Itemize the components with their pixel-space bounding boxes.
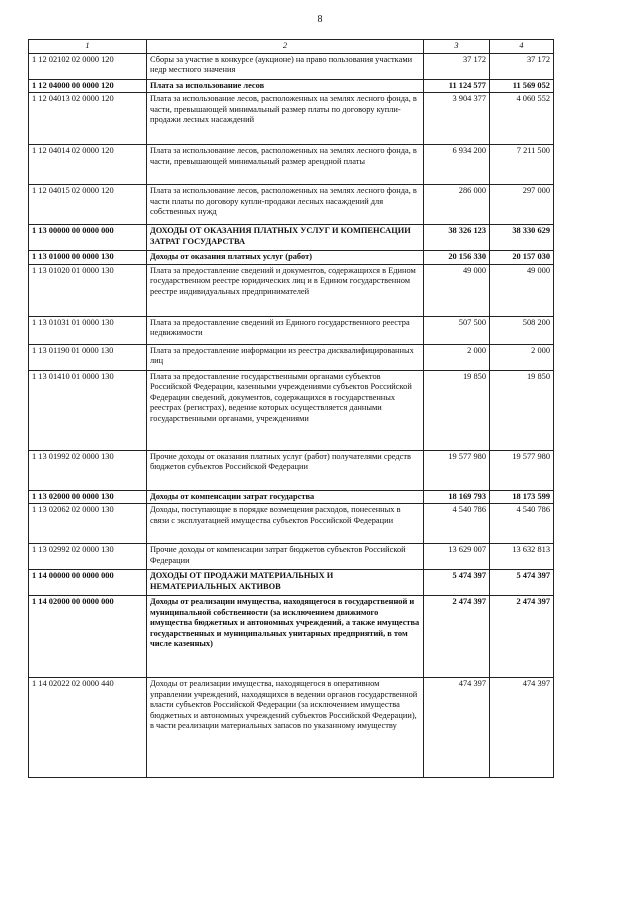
amount-col4-cell: 19 850 [490,370,554,450]
amount-col4-cell: 19 577 980 [490,450,554,490]
amount-col3-cell: 3 904 377 [424,93,490,145]
table-row [29,53,554,79]
amount-col3-cell: 19 850 [424,370,490,450]
budget-code-cell: 1 12 02102 02 0000 120 [29,53,147,79]
revenue-name-cell: Плата за предоставление сведений и документов, содержащихся в Едином государственном реестре юридических лиц и в Едином государственном реестре индивидуальных предпринимателей [147,264,424,316]
amount-col4-cell: 297 000 [490,185,554,225]
column-header-3: 3 [424,40,490,54]
revenue-name-cell: Прочие доходы от компенсации затрат бюджетов субъектов Российской Федерации [147,544,424,570]
budget-code-cell: 1 12 04014 02 0000 120 [29,145,147,185]
budget-code-cell: 1 13 00000 00 0000 000 [29,225,147,251]
budget-code-cell: 1 14 02022 02 0000 440 [29,678,147,778]
budget-code-cell: 1 13 01020 01 0000 130 [29,264,147,316]
budget-code-cell: 1 14 02000 00 0000 000 [29,596,147,678]
table-row [29,596,554,678]
table-row [29,79,554,93]
amount-col3-cell: 38 326 123 [424,225,490,251]
table-row [29,490,554,504]
budget-code-cell: 1 13 02062 02 0000 130 [29,504,147,544]
amount-col4-cell: 2 000 [490,344,554,370]
budget-code-cell: 1 13 01410 01 0000 130 [29,370,147,450]
budget-code-cell: 1 12 04013 02 0000 120 [29,93,147,145]
amount-col4-cell: 474 397 [490,678,554,778]
budget-code-cell: 1 13 01190 01 0000 130 [29,344,147,370]
column-header-2: 2 [147,40,424,54]
table-row [29,678,554,778]
amount-col3-cell: 20 156 330 [424,251,490,265]
budget-code-cell: 1 13 01992 02 0000 130 [29,450,147,490]
table-row [29,251,554,265]
budget-revenue-table [28,39,554,778]
amount-col4-cell: 49 000 [490,264,554,316]
amount-col4-cell: 2 474 397 [490,596,554,678]
budget-code-cell: 1 12 04000 00 0000 120 [29,79,147,93]
amount-col3-cell: 2 000 [424,344,490,370]
revenue-name-cell: Плата за предоставление государственными органами субъектов Российской Федерации, казенными учреждениями субъектов Российской Федерации сведений, документов, содержащихся в государственных реестрах (регистрах), ведение которых осуществляется данными государственными органами, учреждениями [147,370,424,450]
amount-col4-cell: 7 211 500 [490,145,554,185]
amount-col3-cell: 11 124 577 [424,79,490,93]
revenue-name-cell: Плата за предоставление информации из реестра дисквалифицированных лиц [147,344,424,370]
budget-code-cell: 1 14 00000 00 0000 000 [29,570,147,596]
amount-col3-cell: 286 000 [424,185,490,225]
table-row [29,570,554,596]
table-row [29,544,554,570]
amount-col3-cell: 474 397 [424,678,490,778]
table-row [29,344,554,370]
amount-col4-cell: 20 157 030 [490,251,554,265]
amount-col3-cell: 13 629 007 [424,544,490,570]
table-row [29,504,554,544]
amount-col4-cell: 13 632 813 [490,544,554,570]
budget-code-cell: 1 12 04015 02 0000 120 [29,185,147,225]
revenue-name-cell: Плата за предоставление сведений из Единого государственного реестра недвижимости [147,316,424,344]
amount-col4-cell: 38 330 629 [490,225,554,251]
revenue-name-cell: Плата за использование лесов [147,79,424,93]
revenue-name-cell: Плата за использование лесов, расположенных на землях лесного фонда, в части платы по договору купли-продажи лесных насаждений для собственных нужд [147,185,424,225]
revenue-name-cell: Плата за использование лесов, расположенных на землях лесного фонда, в части, превышающей минимальный размер арендной платы [147,145,424,185]
amount-col3-cell: 49 000 [424,264,490,316]
table-row [29,264,554,316]
revenue-name-cell: Доходы, поступающие в порядке возмещения расходов, понесенных в связи с эксплуатацией имущества субъектов Российской Федерации [147,504,424,544]
table-row [29,145,554,185]
amount-col3-cell: 6 934 200 [424,145,490,185]
table-row [29,93,554,145]
page-number: 8 [317,14,323,25]
amount-col3-cell: 4 540 786 [424,504,490,544]
revenue-name-cell: Доходы от реализации имущества, находящегося в государственной и муниципальной собственности (за исключением движимого имущества бюджетных и автономных учреждений, а также имущества государственных и муниципальных унитарных предприятий, в том числе казенных) [147,596,424,678]
amount-col4-cell: 18 173 599 [490,490,554,504]
table-row [29,225,554,251]
table-row [29,316,554,344]
amount-col3-cell: 18 169 793 [424,490,490,504]
column-header-4: 4 [490,40,554,54]
budget-code-cell: 1 13 01031 01 0000 130 [29,316,147,344]
table-header-row [29,40,554,54]
amount-col4-cell: 508 200 [490,316,554,344]
amount-col3-cell: 37 172 [424,53,490,79]
revenue-name-cell: Доходы от компенсации затрат государства [147,490,424,504]
amount-col3-cell: 5 474 397 [424,570,490,596]
revenue-name-cell: Плата за использование лесов, расположенных на землях лесного фонда, в части, превышающей минимальный размер платы по договору купли-продажи лесных насаждений [147,93,424,145]
amount-col3-cell: 19 577 980 [424,450,490,490]
revenue-name-cell: ДОХОДЫ ОТ ПРОДАЖИ МАТЕРИАЛЬНЫХ И НЕМАТЕРИАЛЬНЫХ АКТИВОВ [147,570,424,596]
amount-col3-cell: 507 500 [424,316,490,344]
amount-col4-cell: 37 172 [490,53,554,79]
column-header-1: 1 [29,40,147,54]
table-row [29,185,554,225]
table-row [29,450,554,490]
revenue-name-cell: Прочие доходы от оказания платных услуг (работ) получателями средств бюджетов субъектов Российской Федерации [147,450,424,490]
budget-code-cell: 1 13 02000 00 0000 130 [29,490,147,504]
budget-code-cell: 1 13 01000 00 0000 130 [29,251,147,265]
revenue-name-cell: Доходы от реализации имущества, находящегося в оперативном управлении учреждений, находящихся в ведении органов государственной власти субъектов Российской Федерации (за исключением имущества бюджетных и автономных учреждений субъектов Российской Федерации), в части реализации материальных запасов по указанному имуществу [147,678,424,778]
budget-code-cell: 1 13 02992 02 0000 130 [29,544,147,570]
amount-col4-cell: 4 060 552 [490,93,554,145]
amount-col4-cell: 4 540 786 [490,504,554,544]
revenue-name-cell: Доходы от оказания платных услуг (работ) [147,251,424,265]
revenue-name-cell: ДОХОДЫ ОТ ОКАЗАНИЯ ПЛАТНЫХ УСЛУГ И КОМПЕНСАЦИИ ЗАТРАТ ГОСУДАРСТВА [147,225,424,251]
amount-col4-cell: 5 474 397 [490,570,554,596]
revenue-name-cell: Сборы за участие в конкурсе (аукционе) на право пользования участками недр местного значения [147,53,424,79]
amount-col4-cell: 11 569 052 [490,79,554,93]
table-row [29,370,554,450]
amount-col3-cell: 2 474 397 [424,596,490,678]
